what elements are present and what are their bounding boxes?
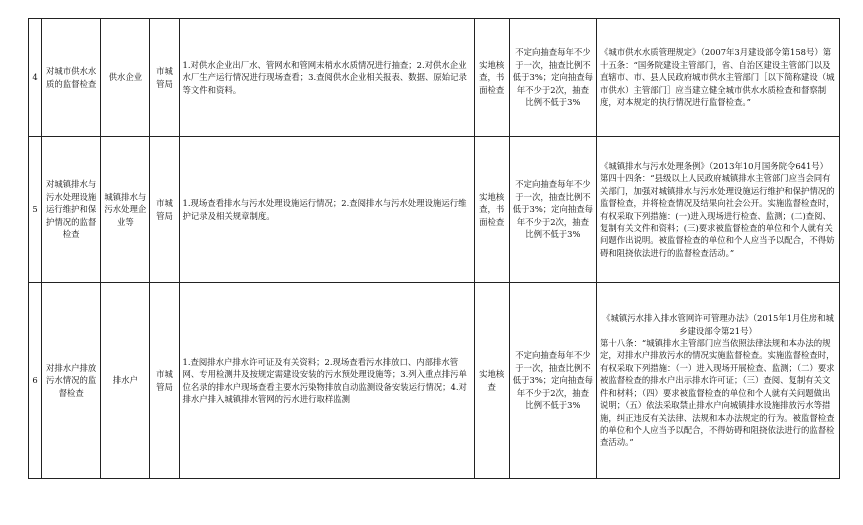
legal-basis-text: 第十八条：“城镇排水主管部门应当依照法律法规和本办法的规定，对排水户排放污水的情况实施监督检查。实施监督检查时，有权采取下列措施：（一）进入现场开展检查、监测；（二）要求被监督检查的排水户出示排水许可证；（三）查阅、复制有关文件和材料；（四）要求被监督检查的单位和个人就有关问题做出说明；（五）依法采取禁止排水户向城镇排水设施排放污水等措施，纠正违反有关法律、法规和本办法规定的行为。被监督检查的单位和个人应当予以配合，不得妨碍和阻挠依法进行的监督检查活动。” <box>600 338 835 448</box>
legal-basis-title: 《城镇污水排入排水管网许可管理办法》（2015年1月住房和城乡建设部令第21号） <box>602 313 834 336</box>
responsible-department: 市城管局 <box>150 19 179 137</box>
row-number: 4 <box>29 19 42 137</box>
responsible-department: 市城管局 <box>150 283 179 479</box>
inspection-item: 对排水户排放污水情况的监督检查 <box>42 283 101 479</box>
inspection-frequency: 不定向抽查每年不少于一次，抽查比例不低于3%；定向抽查每年不少于2次，抽查比例不低于3% <box>509 137 596 283</box>
inspection-method: 实地核查 <box>474 283 509 479</box>
table-row <box>29 137 840 283</box>
inspection-method: 实地核查，书面检查 <box>474 19 509 137</box>
inspection-item: 对城镇排水与污水处理设施运行维护和保护情况的监督检查 <box>42 137 101 283</box>
inspection-frequency: 不定向抽查每年不少于一次，抽查比例不低于3%；定向抽查每年不少于2次，抽查比例不低于3% <box>509 19 596 137</box>
legal-basis <box>597 19 840 137</box>
legal-basis-text: 《城镇排水与污水处理条例》（2013年10月国务院令641号）第四十四条：“县级以上人民政府城镇排水主管部门应当会同有关部门，加强对城镇排水与污水处理设施运行维护和保护情况的监督检查，并将检查情况及结果向社会公开。实施监督检查时，有权采取下列措施：(一)进入现场进行检查、监测；(二)查阅、复制有关文件和资料；(三)要求被监督检查的单位和个人就有关问题作出说明。被监督检查的单位和个人应当予以配合，不得妨碍和阻挠依法进行的监督检查活动。” <box>600 160 835 258</box>
legal-basis <box>597 137 840 283</box>
responsible-department: 市城管局 <box>150 137 179 283</box>
table-row <box>29 283 840 479</box>
table-row <box>29 19 840 137</box>
inspection-object: 排水户 <box>101 283 150 479</box>
inspection-items-table <box>28 18 840 479</box>
inspection-frequency: 不定向抽查每年不少于一次，抽查比例不低于3%；定向抽查每年不少于2次，抽查比例不低于3% <box>509 283 596 479</box>
inspection-content: 1.查阅排水户排水许可证及有关资料；2.现场查看污水排放口、内部排水管网、专用检测井及按规定需建设安装的污水预处理设施等；3.列入重点排污单位名录的排水户现场查看主要水污染物排放自动监测设备安装运行情况；4.对排水户排入城镇排水管网的污水进行取样监测 <box>179 283 474 479</box>
inspection-content: 1.现场查看排水与污水处理设施运行情况；2.查阅排水与污水处理设施运行维护记录及相关规章制度。 <box>179 137 474 283</box>
inspection-method: 实地核查，书面检查 <box>474 137 509 283</box>
inspection-item: 对城市供水水质的监督检查 <box>42 19 101 137</box>
inspection-content: 1.对供水企业出厂水、管网水和管网末梢水水质情况进行抽查；2.对供水企业水厂生产运行情况进行现场查看；3.查阅供水企业相关报表、数据、原始记录等文件和资料。 <box>179 19 474 137</box>
row-number: 5 <box>29 137 42 283</box>
legal-basis <box>597 283 840 479</box>
inspection-object: 供水企业 <box>101 19 150 137</box>
inspection-object: 城镇排水与污水处理企业等 <box>101 137 150 283</box>
row-number: 6 <box>29 283 42 479</box>
legal-basis-text: 《城市供水水质管理规定》（2007年3月建设部令第158号）第十五条：“国务院建设主管部门，省、自治区建设主管部门以及直辖市、市、县人民政府城市供水主管部门［以下简称建设（城市供水）主管部门］应当建立健全城市供水水质检查和督察制度，对本规定的执行情况进行监督检查。” <box>600 47 835 108</box>
